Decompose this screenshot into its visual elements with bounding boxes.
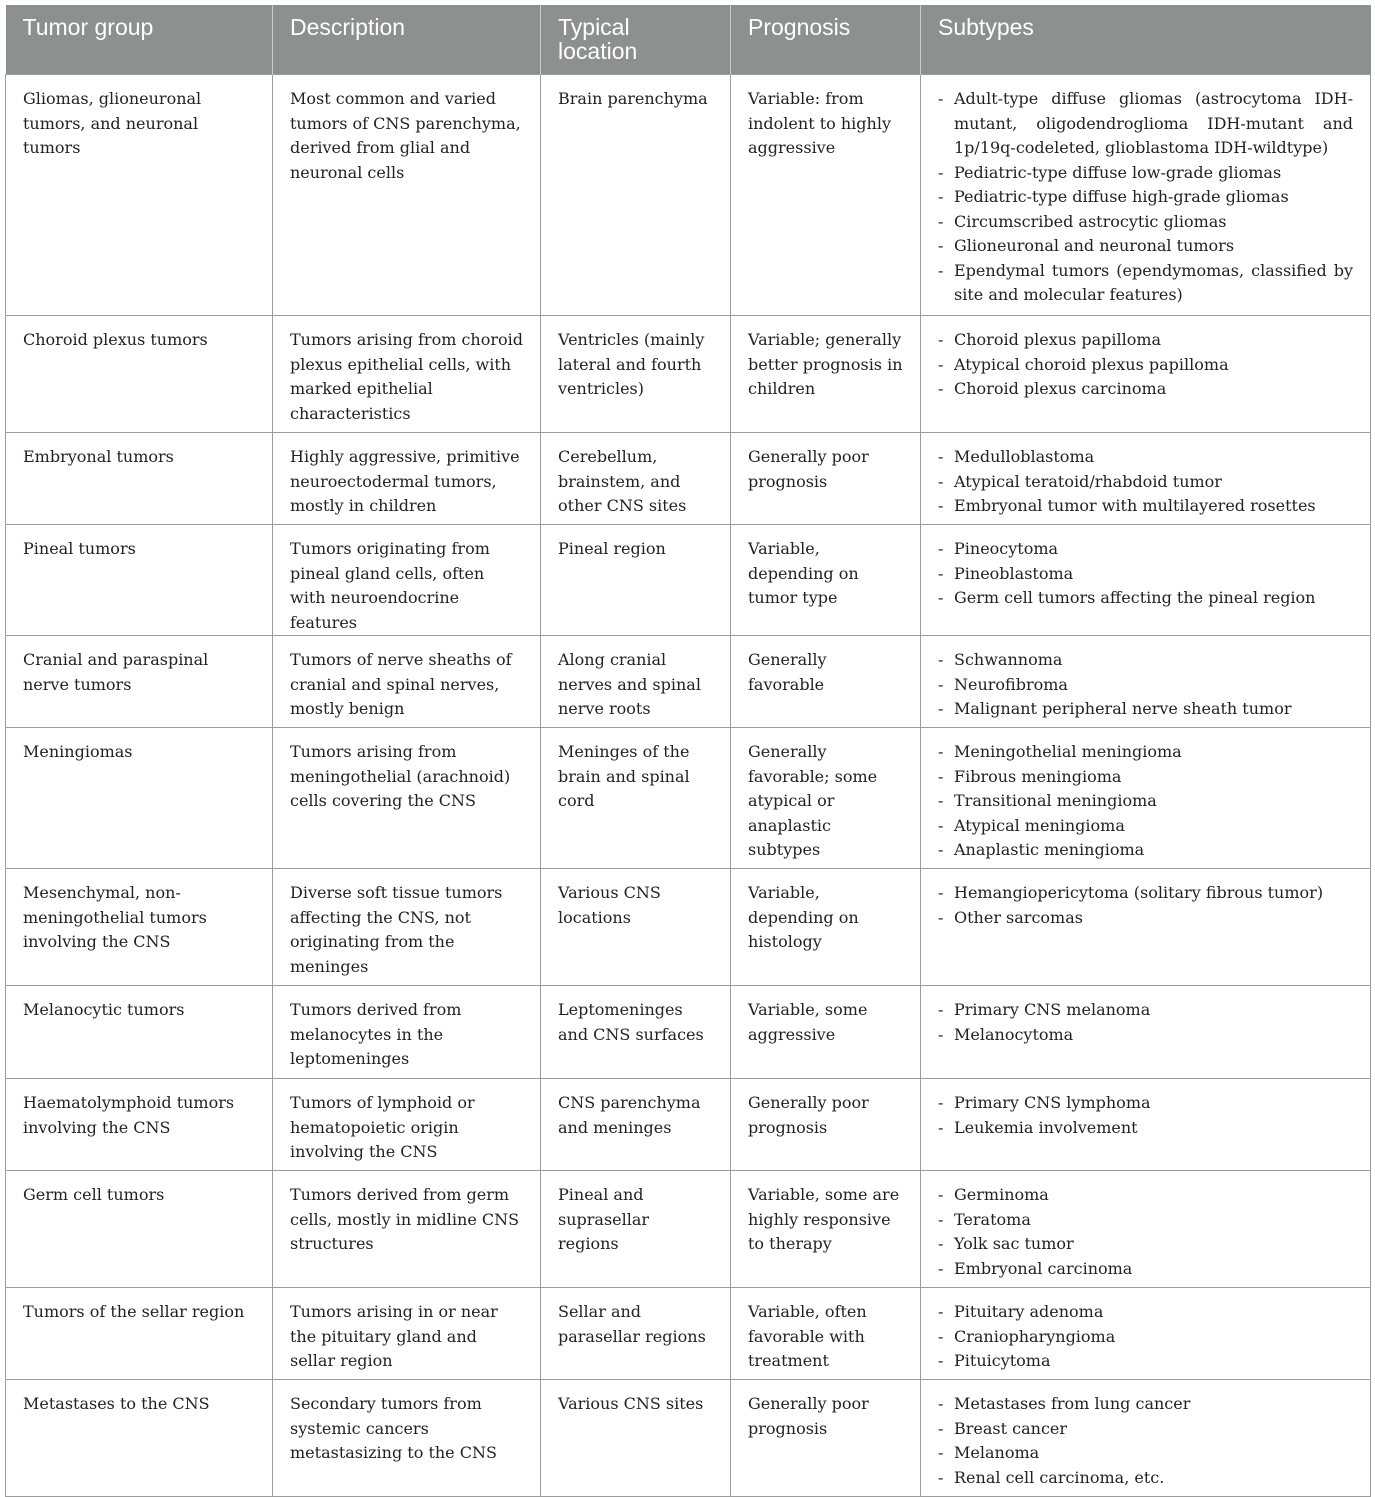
header-subtypes: Subtypes: [921, 5, 1371, 75]
cell-description: Tumors of lymphoid or hematopoietic origin involving the CNS: [273, 1079, 541, 1171]
cell-description: Highly aggressive, primitive neuroectodermal tumors, mostly in children: [273, 433, 541, 525]
cell-subtypes: [921, 636, 1371, 728]
table-row: [6, 1079, 1371, 1171]
cell-group: Mesenchymal, non-meningothelial tumors involving the CNS: [6, 869, 273, 986]
subtype-list: [938, 998, 1353, 1047]
subtype-item: - Schwannoma: [938, 648, 1353, 673]
subtype-list: [938, 1183, 1353, 1281]
subtype-item: - Metastases from lung cancer: [938, 1392, 1353, 1417]
cell-prognosis: Generally poor prognosis: [731, 1380, 921, 1497]
subtype-item: - Atypical meningioma: [938, 814, 1353, 839]
cell-location: Sellar and parasellar regions: [541, 1288, 731, 1380]
subtype-item: - Primary CNS melanoma: [938, 998, 1353, 1023]
cell-prognosis: Variable, depending on tumor type: [731, 525, 921, 636]
cell-group: Tumors of the sellar region: [6, 1288, 273, 1380]
table-row: [6, 75, 1371, 316]
cell-subtypes: [921, 728, 1371, 869]
cell-prognosis: Variable, often favorable with treatment: [731, 1288, 921, 1380]
table-row: [6, 986, 1371, 1079]
subtype-item: - Pediatric-type diffuse high-grade gliomas: [938, 185, 1353, 210]
cell-location: Along cranial nerves and spinal nerve roots: [541, 636, 731, 728]
subtype-list: [938, 87, 1353, 308]
subtype-item: - Leukemia involvement: [938, 1116, 1353, 1141]
cell-description: Secondary tumors from systemic cancers metastasizing to the CNS: [273, 1380, 541, 1497]
cell-description: Tumors of nerve sheaths of cranial and spinal nerves, mostly benign: [273, 636, 541, 728]
subtype-item: - Atypical choroid plexus papilloma: [938, 353, 1353, 378]
cell-prognosis: Variable: from indolent to highly aggressive: [731, 75, 921, 316]
subtype-list: [938, 1392, 1353, 1490]
cell-group: Pineal tumors: [6, 525, 273, 636]
table-row: [6, 728, 1371, 869]
subtype-item: - Choroid plexus papilloma: [938, 328, 1353, 353]
cell-location: Pineal region: [541, 525, 731, 636]
table-row: [6, 525, 1371, 636]
cell-subtypes: [921, 1380, 1371, 1497]
header-description: Description: [273, 5, 541, 75]
subtype-item: - Anaplastic meningioma: [938, 838, 1353, 863]
cell-description: Tumors arising from meningothelial (arachnoid) cells covering the CNS: [273, 728, 541, 869]
subtype-item: - Adult-type diffuse gliomas (astrocytoma IDH-mutant, oligodendroglioma IDH-mutant and 1p/19q-codeleted, glioblastoma IDH-wildtype): [938, 87, 1353, 161]
cell-prognosis: Variable, some are highly responsive to therapy: [731, 1171, 921, 1288]
cell-group: Embryonal tumors: [6, 433, 273, 525]
header-typical-location: Typical location: [541, 5, 731, 75]
subtype-item: - Pineocytoma: [938, 537, 1353, 562]
subtype-item: - Pituitary adenoma: [938, 1300, 1353, 1325]
cell-description: Tumors arising in or near the pituitary gland and sellar region: [273, 1288, 541, 1380]
cell-location: Various CNS locations: [541, 869, 731, 986]
subtype-item: - Renal cell carcinoma, etc.: [938, 1466, 1353, 1491]
cell-subtypes: [921, 1288, 1371, 1380]
subtype-item: - Meningothelial meningioma: [938, 740, 1353, 765]
subtype-item: - Melanocytoma: [938, 1023, 1353, 1048]
cell-subtypes: [921, 316, 1371, 433]
cell-subtypes: [921, 1079, 1371, 1171]
cell-location: Pineal and suprasellar regions: [541, 1171, 731, 1288]
cell-description: Diverse soft tissue tumors affecting the CNS, not originating from the meninges: [273, 869, 541, 986]
cell-group: Meningiomas: [6, 728, 273, 869]
cell-location: Cerebellum, brainstem, and other CNS sites: [541, 433, 731, 525]
subtype-list: [938, 881, 1353, 930]
cell-description: Tumors originating from pineal gland cells, often with neuroendocrine features: [273, 525, 541, 636]
cell-group: Metastases to the CNS: [6, 1380, 273, 1497]
subtype-item: - Medulloblastoma: [938, 445, 1353, 470]
cell-group: Choroid plexus tumors: [6, 316, 273, 433]
subtype-item: - Teratoma: [938, 1208, 1353, 1233]
subtype-item: - Craniopharyngioma: [938, 1325, 1353, 1350]
cell-group: Gliomas, glioneuronal tumors, and neuronal tumors: [6, 75, 273, 316]
tumor-table: [5, 5, 1371, 1497]
cell-location: CNS parenchyma and meninges: [541, 1079, 731, 1171]
subtype-list: [938, 648, 1353, 722]
subtype-list: [938, 537, 1353, 611]
subtype-item: - Germinoma: [938, 1183, 1353, 1208]
subtype-item: - Melanoma: [938, 1441, 1353, 1466]
subtype-item: - Neurofibroma: [938, 673, 1353, 698]
cell-description: Tumors arising from choroid plexus epithelial cells, with marked epithelial characteristics: [273, 316, 541, 433]
subtype-item: - Embryonal carcinoma: [938, 1257, 1353, 1282]
cell-location: Leptomeninges and CNS surfaces: [541, 986, 731, 1079]
subtype-list: [938, 740, 1353, 863]
subtype-list: [938, 1300, 1353, 1374]
subtype-item: - Other sarcomas: [938, 906, 1353, 931]
cell-group: Melanocytic tumors: [6, 986, 273, 1079]
subtype-item: - Embryonal tumor with multilayered rosettes: [938, 494, 1353, 519]
subtype-item: - Pineoblastoma: [938, 562, 1353, 587]
cell-subtypes: [921, 525, 1371, 636]
cell-prognosis: Generally poor prognosis: [731, 1079, 921, 1171]
cell-subtypes: [921, 75, 1371, 316]
cell-location: Meninges of the brain and spinal cord: [541, 728, 731, 869]
subtype-item: - Pituicytoma: [938, 1349, 1353, 1374]
subtype-item: - Germ cell tumors affecting the pineal region: [938, 586, 1353, 611]
table-row: [6, 869, 1371, 986]
subtype-item: - Primary CNS lymphoma: [938, 1091, 1353, 1116]
table-row: [6, 316, 1371, 433]
subtype-list: [938, 328, 1353, 402]
subtype-item: - Circumscribed astrocytic gliomas: [938, 210, 1353, 235]
cell-prognosis: Variable; generally better prognosis in children: [731, 316, 921, 433]
subtype-list: [938, 1091, 1353, 1140]
table-row: [6, 1171, 1371, 1288]
cell-subtypes: [921, 1171, 1371, 1288]
subtype-item: - Pediatric-type diffuse low-grade gliomas: [938, 161, 1353, 186]
subtype-item: - Breast cancer: [938, 1417, 1353, 1442]
cell-subtypes: [921, 869, 1371, 986]
subtype-item: - Atypical teratoid/rhabdoid tumor: [938, 470, 1353, 495]
subtype-item: - Yolk sac tumor: [938, 1232, 1353, 1257]
cell-prognosis: Variable, some aggressive: [731, 986, 921, 1079]
subtype-list: [938, 445, 1353, 519]
cell-subtypes: [921, 433, 1371, 525]
subtype-item: - Hemangiopericytoma (solitary fibrous tumor): [938, 881, 1353, 906]
cell-group: Cranial and paraspinal nerve tumors: [6, 636, 273, 728]
cell-prognosis: Variable, depending on histology: [731, 869, 921, 986]
cell-group: Haematolymphoid tumors involving the CNS: [6, 1079, 273, 1171]
table-row: [6, 1380, 1371, 1497]
subtype-item: - Transitional meningioma: [938, 789, 1353, 814]
subtype-item: - Choroid plexus carcinoma: [938, 377, 1353, 402]
cell-location: Brain parenchyma: [541, 75, 731, 316]
cell-description: Most common and varied tumors of CNS parenchyma, derived from glial and neuronal cells: [273, 75, 541, 316]
subtype-item: - Malignant peripheral nerve sheath tumor: [938, 697, 1353, 722]
cell-prognosis: Generally favorable: [731, 636, 921, 728]
cell-group: Germ cell tumors: [6, 1171, 273, 1288]
cell-prognosis: Generally poor prognosis: [731, 433, 921, 525]
subtype-item: - Fibrous meningioma: [938, 765, 1353, 790]
table-row: [6, 1288, 1371, 1380]
table-row: [6, 433, 1371, 525]
cell-location: Ventricles (mainly lateral and fourth ventricles): [541, 316, 731, 433]
subtype-item: - Glioneuronal and neuronal tumors: [938, 234, 1353, 259]
header-row: [6, 5, 1371, 75]
subtype-item: - Ependymal tumors (ependymomas, classified by site and molecular features): [938, 259, 1353, 308]
cell-description: Tumors derived from melanocytes in the leptomeninges: [273, 986, 541, 1079]
cell-location: Various CNS sites: [541, 1380, 731, 1497]
cell-description: Tumors derived from germ cells, mostly in midline CNS structures: [273, 1171, 541, 1288]
cell-prognosis: Generally favorable; some atypical or anaplastic subtypes: [731, 728, 921, 869]
table-row: [6, 636, 1371, 728]
header-prognosis: Prognosis: [731, 5, 921, 75]
cell-subtypes: [921, 986, 1371, 1079]
header-tumor-group: Tumor group: [6, 5, 273, 75]
